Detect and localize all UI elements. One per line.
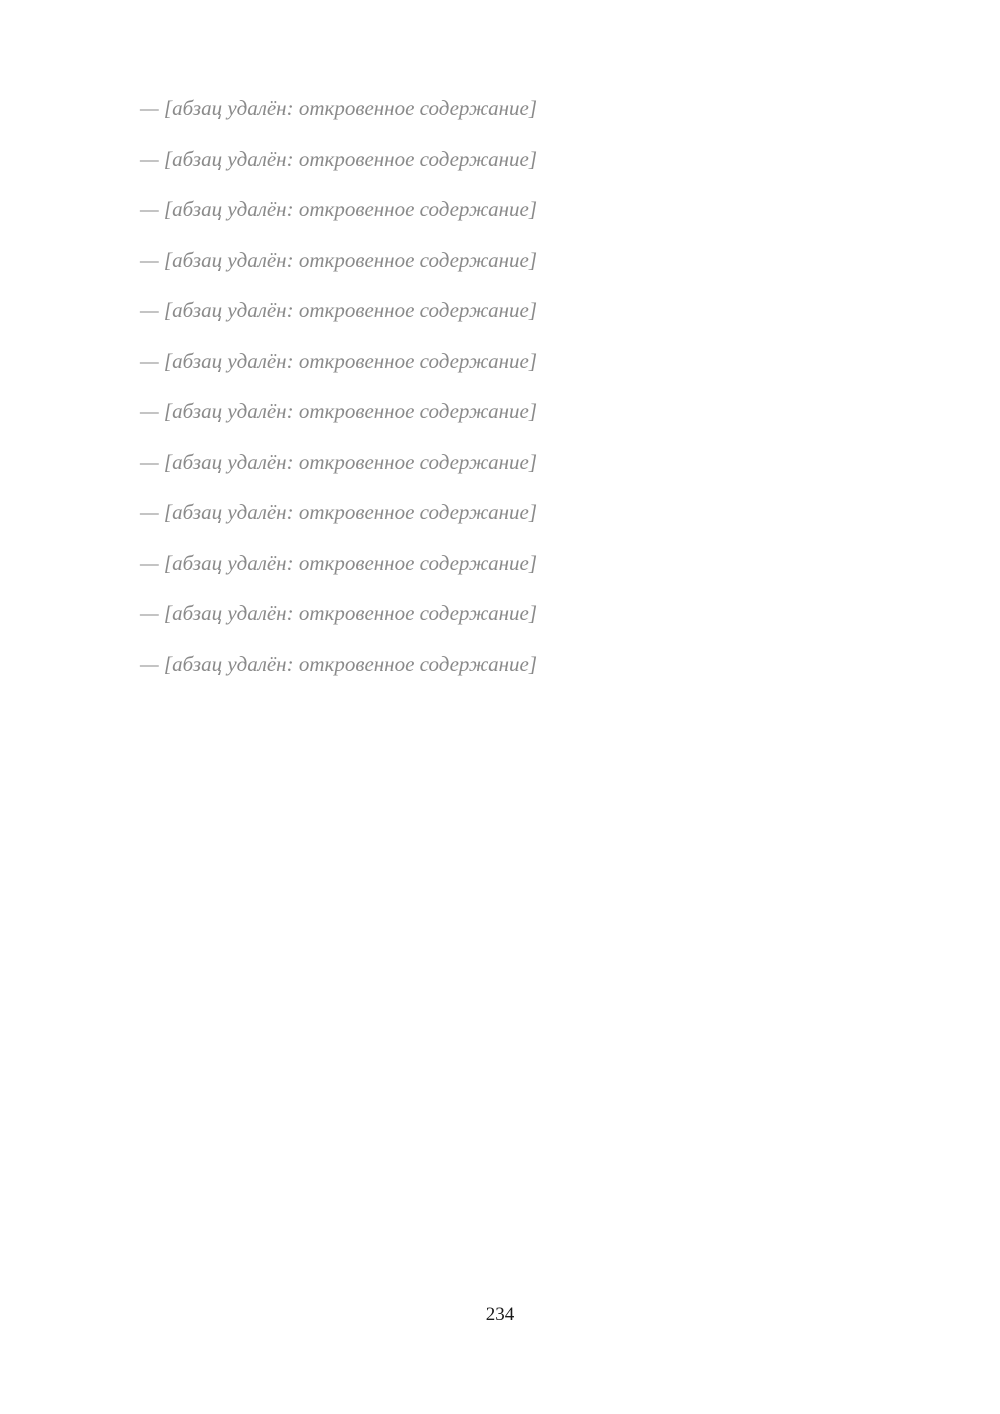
paragraph-redacted: — [абзац удалён: откровенное содержание] <box>140 550 538 575</box>
paragraph-redacted: — [абзац удалён: откровенное содержание] <box>140 197 538 222</box>
paragraph-redacted: — [абзац удалён: откровенное содержание] <box>140 500 538 525</box>
paragraph-redacted: — [абзац удалён: откровенное содержание] <box>140 399 538 424</box>
paragraph-redacted: — [абзац удалён: откровенное содержание] <box>140 601 538 626</box>
paragraph-redacted: — [абзац удалён: откровенное содержание] <box>140 449 538 474</box>
page-number: 234 <box>485 1304 515 1325</box>
paragraph-redacted: — [абзац удалён: откровенное содержание] <box>140 652 538 677</box>
paragraph-redacted: — [абзац удалён: откровенное содержание] <box>140 146 538 171</box>
paragraph-redacted: — [абзац удалён: откровенное содержание] <box>140 96 538 120</box>
text-block <box>140 92 930 699</box>
paragraph-redacted: — [абзац удалён: откровенное содержание] <box>140 247 538 272</box>
paragraph-redacted: — [абзац удалён: откровенное содержание] <box>140 348 538 373</box>
paragraph-redacted: — [абзац удалён: откровенное содержание] <box>140 298 538 323</box>
